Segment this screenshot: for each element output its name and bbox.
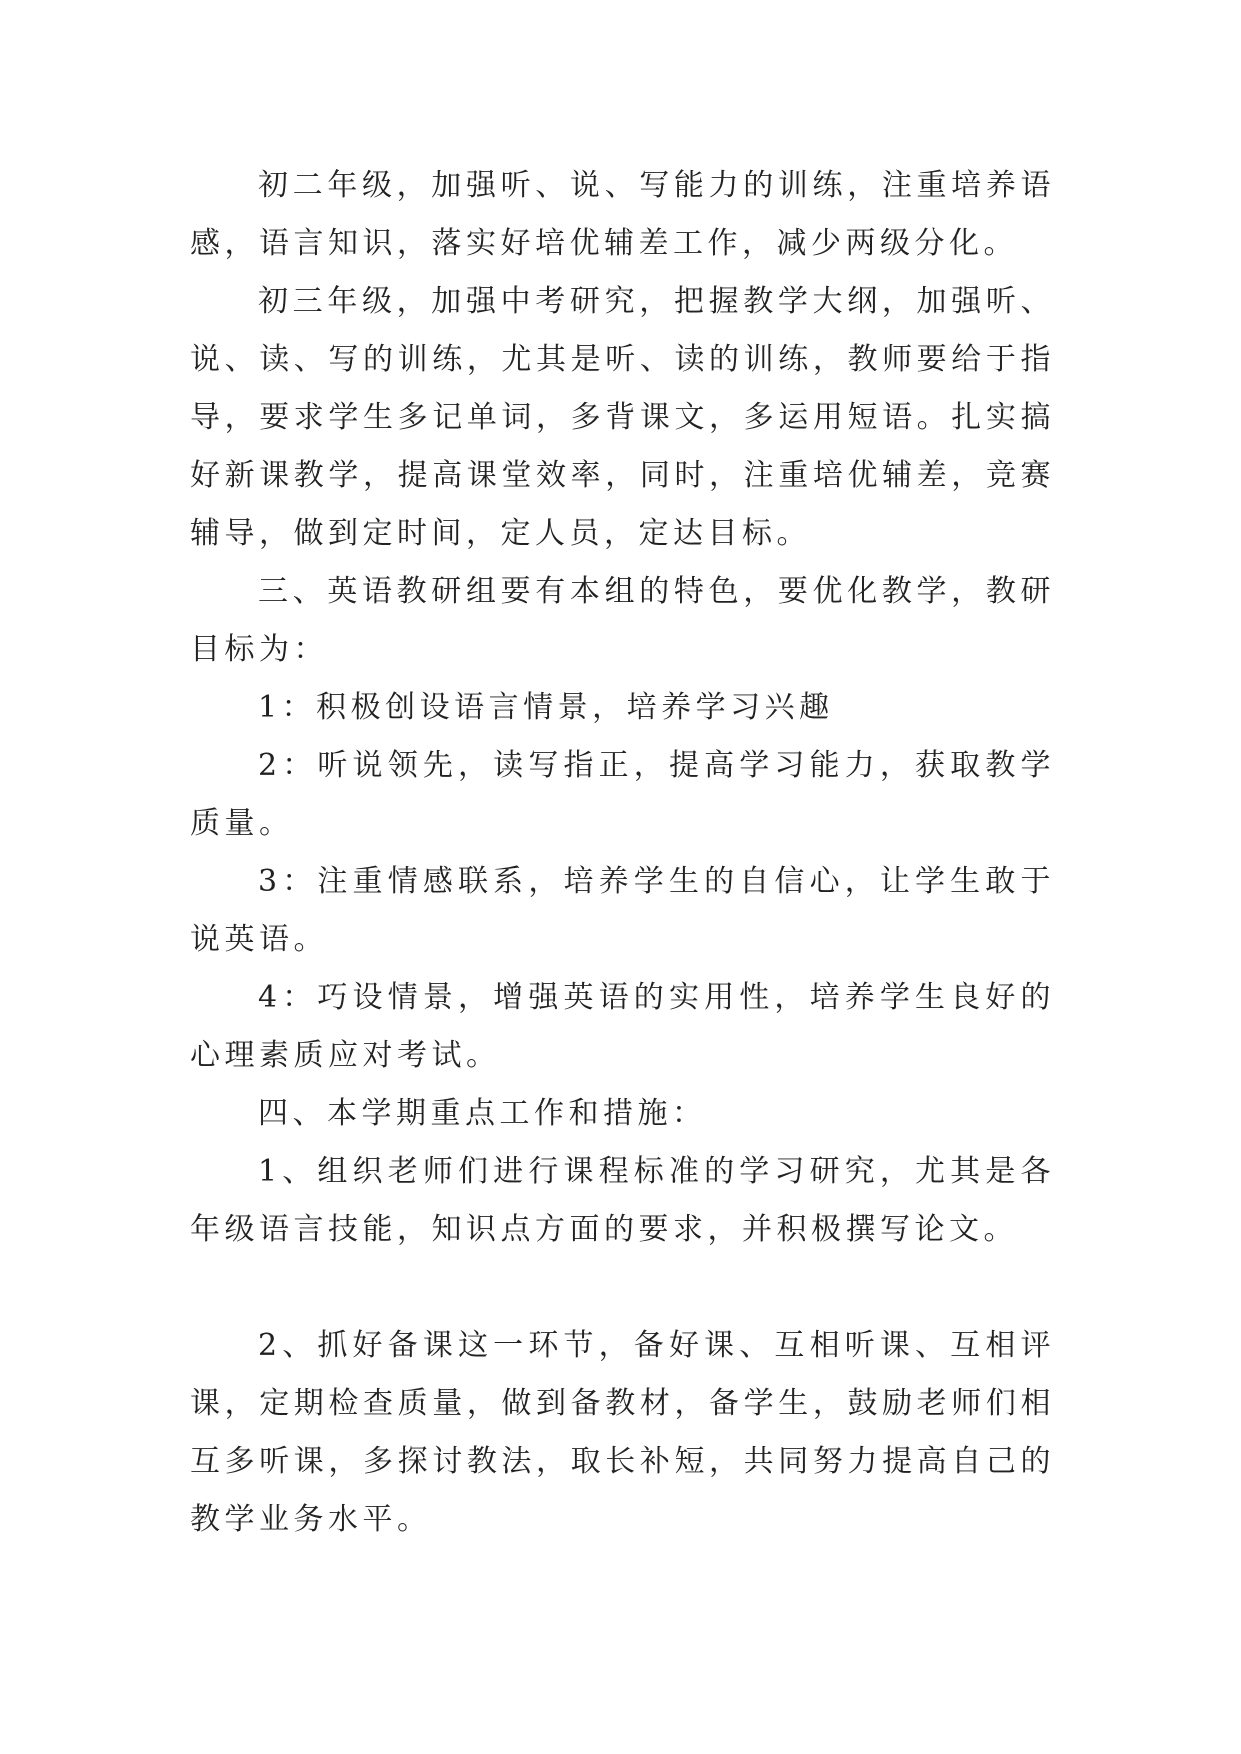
paragraph-measure-1: 1、组织老师们进行课程标准的学习研究，尤其是各年级语言技能，知识点方面的要求，并积极撰写论文。 [190, 1154, 1055, 1247]
document-body [190, 157, 1055, 1549]
paragraph-goal-3: 3：注重情感联系，培养学生的自信心，让学生敢于说英语。 [190, 864, 1055, 957]
paragraph-goal-1: 1：积极创设语言情景，培养学习兴趣 [258, 690, 834, 725]
paragraph-grade-two: 初二年级，加强听、说、写能力的训练，注重培养语感，语言知识，落实好培优辅差工作，减少两级分化。 [190, 168, 1055, 261]
paragraph-goal-4: 4：巧设情景，增强英语的实用性，培养学生良好的心理素质应对考试。 [190, 980, 1055, 1073]
paragraph-section-four-heading: 四、本学期重点工作和措施： [258, 1096, 707, 1131]
paragraph-section-three-heading: 三、英语教研组要有本组的特色，要优化教学，教研目标为： [190, 574, 1055, 667]
paragraph-goal-2: 2：听说领先，读写指正，提高学习能力，获取教学质量。 [190, 748, 1055, 841]
paragraph-measure-2: 2、抓好备课这一环节，备好课、互相听课、互相评课，定期检查质量，做到备教材，备学生，鼓励老师们相互多听课，多探讨教法，取长补短，共同努力提高自己的教学业务水平。 [190, 1328, 1055, 1537]
paragraph-grade-three: 初三年级，加强中考研究，把握教学大纲，加强听、说、读、写的训练，尤其是听、读的训练，教师要给于指导，要求学生多记单词，多背课文，多运用短语。扎实搞好新课教学，提高课堂效率，同时，注重培优辅差，竞赛辅导，做到定时间，定人员，定达目标。 [190, 284, 1055, 551]
